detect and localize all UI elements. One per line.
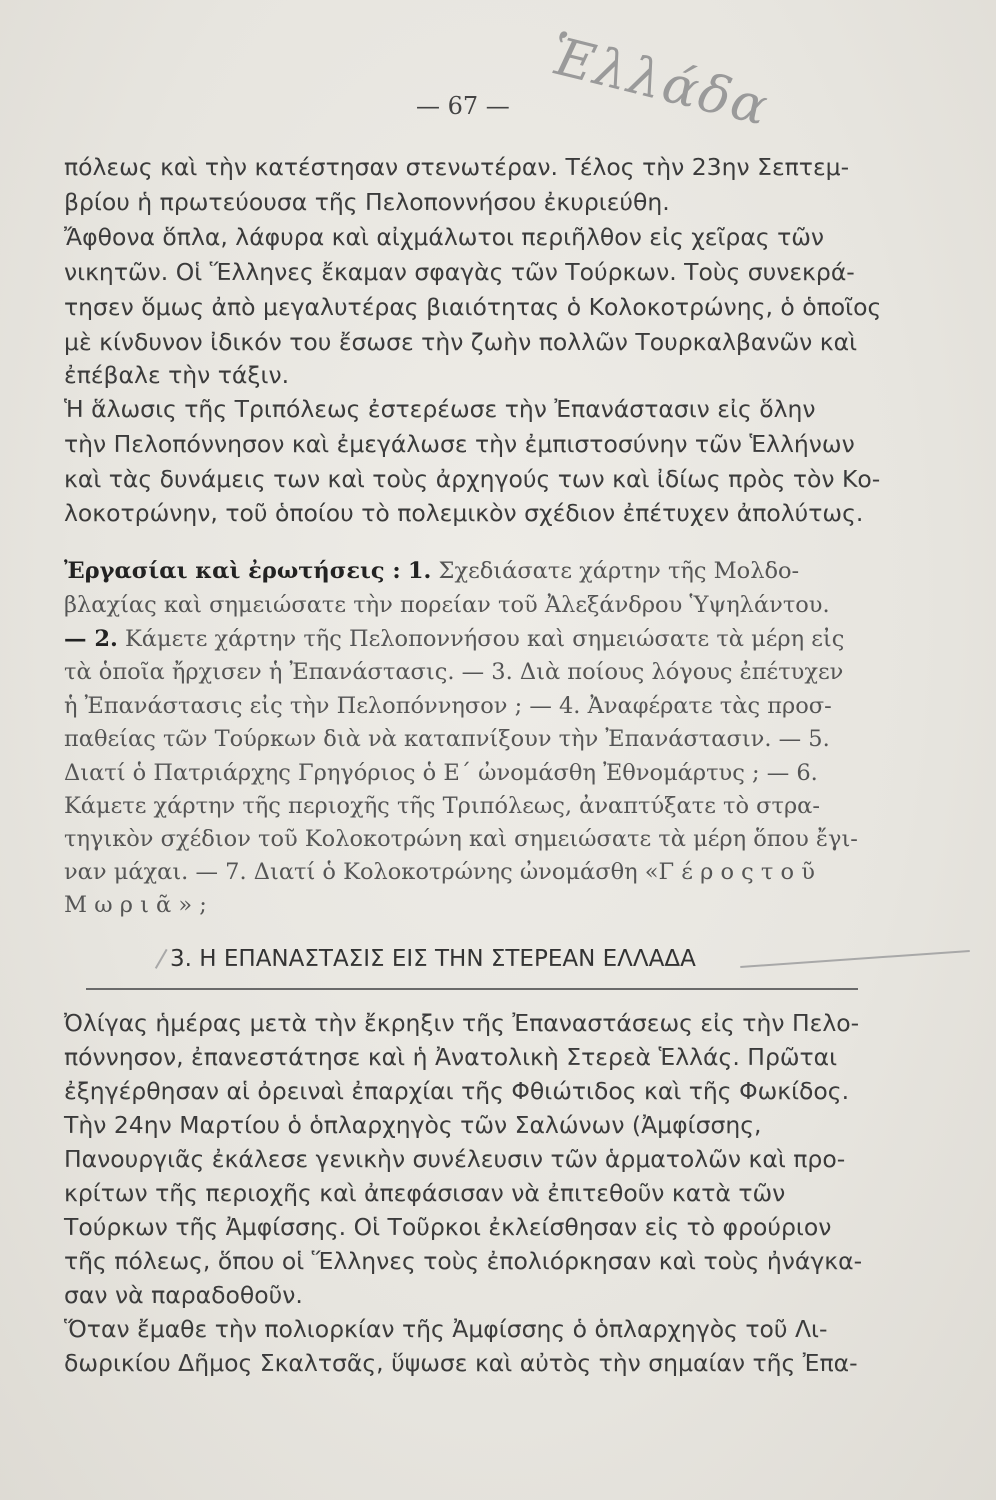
text-line: τὴν Πελοπόννησον καὶ ἐμεγάλωσε τὴν ἐμπιστοσύνην τῶν Ἑλλήνων	[64, 430, 855, 458]
text-line: πόλεως καὶ τὴν κατέστησαν στενωτέραν. Τέλος τὴν 23ην Σεπτεμ-	[64, 153, 850, 181]
section-heading: 3. Η ΕΠΑΝΑΣΤΑΣΙΣ ΕΙΣ ΤΗΝ ΣΤΕΡΕΑΝ ΕΛΛΑΔΑ	[170, 946, 696, 972]
text-line: κρίτων τῆς περιοχῆς καὶ ἀπεφάσισαν νὰ ἐπιτεθοῦν κατὰ τῶν	[64, 1179, 786, 1207]
text-line: πόννησον, ἐπανεστάτησε καὶ ἡ Ἀνατολικὴ Στερεὰ Ἑλλάς. Πρῶται	[64, 1043, 838, 1071]
text-line: Τὴν 24ην Μαρτίου ὁ ὁπλαρχηγὸς τῶν Σαλώνων (Ἀμφίσσης,	[64, 1111, 762, 1139]
exercise-text: Σχεδιάσατε χάρτην τῆς Μολδο-	[431, 558, 800, 584]
exercise-line	[64, 622, 864, 656]
exercise-line: Κάμετε χάρτην τῆς περιοχῆς τῆς Τριπόλεως, ἀναπτύξατε τὸ στρα-	[64, 793, 820, 819]
text-line: τῆς πόλεως, ὅπου οἱ Ἕλληνες τοὺς ἐπολιόρκησαν καὶ τοὺς ἠνάγκα-	[64, 1247, 863, 1275]
text-line: Ὀλίγας ἡμέρας μετὰ τὴν ἔκρηξιν τῆς Ἐπαναστάσεως εἰς τὴν Πελο-	[64, 1009, 860, 1037]
text-line: λοκοτρώνην, τοῦ ὁποίου τὸ πολεμικὸν σχέδιον ἐπέτυχεν ἀπολύτως.	[64, 499, 864, 527]
text-line: Τούρκων τῆς Ἀμφίσσης. Οἱ Τοῦρκοι ἐκλείσθησαν εἰς τὸ φρούριον	[64, 1213, 832, 1241]
text-line: μὲ κίνδυνον ἰδικόν του ἔσωσε τὴν ζωὴν πολλῶν Τουρκαλβανῶν καὶ	[64, 328, 858, 356]
exercise-text: Κάμετε χάρτην τῆς Πελοποννήσου καὶ σημειώσατε τὰ μέρη εἰς	[117, 626, 845, 652]
pencil-mark	[155, 949, 167, 969]
text-line: καὶ τὰς δυνάμεις των καὶ τοὺς ἀρχηγούς των καὶ ἰδίως πρὸς τὸν Κο-	[64, 465, 881, 493]
text-line: ἐπέβαλε τὴν τάξιν.	[64, 361, 290, 389]
exercise-line: ναν μάχαι. — 7. Διατί ὁ Κολοκοτρώνης ὠνομάσθη «Γ έ ρ ο ς τ ο ῦ	[64, 859, 815, 885]
exercise-line: Μ ω ρ ι ᾶ » ;	[64, 892, 207, 918]
text-line: σαν νὰ παραδοθοῦν.	[64, 1281, 303, 1309]
text-line: τησεν ὅμως ἀπὸ μεγαλυτέρας βιαιότητας ὁ Κολοκοτρώνης, ὁ ὁποῖος	[64, 293, 882, 321]
pencil-mark	[740, 950, 970, 968]
text-line: νικητῶν. Οἱ Ἕλληνες ἔκαμαν σφαγὰς τῶν Τούρκων. Τοὺς συνεκρά-	[64, 258, 855, 286]
exercise-line: ἡ Ἐπανάστασις εἰς τὴν Πελοπόννησον ; — 4. Ἀναφέρατε τὰς προσ-	[64, 693, 832, 719]
exercise-line	[64, 554, 864, 588]
text-line: δωρικίου Δῆμος Σκαλτσᾶς, ὕψωσε καὶ αὐτὸς τὴν σημαίαν τῆς Ἐπα-	[64, 1349, 858, 1377]
exercise-line: τηγικὸν σχέδιον τοῦ Κολοκοτρώνη καὶ σημειώσατε τὰ μέρη ὅπου ἔγι-	[64, 826, 858, 852]
text-line: Ἡ ἅλωσις τῆς Τριπόλεως ἐστερέωσε τὴν Ἐπανάστασιν εἰς ὅλην	[64, 395, 816, 423]
exercise-number: 1.	[407, 558, 432, 584]
handwritten-note: Ἑλλάδα	[544, 25, 776, 139]
exercise-line: Διατί ὁ Πατριάρχης Γρηγόριος ὁ Ε΄ ὠνομάσθη Ἐθνομάρτυς ; — 6.	[64, 760, 818, 786]
exercise-line: τὰ ὁποῖα ἤρχισεν ἡ Ἐπανάστασις. — 3. Διὰ ποίους λόγους ἐπέτυχεν	[64, 659, 844, 685]
text-line: Ἄφθονα ὅπλα, λάφυρα καὶ αἰχμάλωτοι περιῆλθον εἰς χεῖρας τῶν	[64, 223, 825, 251]
exercise-number: — 2.	[64, 626, 118, 652]
page-number: — 67 —	[416, 92, 510, 120]
text-line: Ὅταν ἔμαθε τὴν πολιορκίαν τῆς Ἀμφίσσης ὁ ὁπλαρχηγὸς τοῦ Λι-	[64, 1315, 828, 1343]
text-line: βρίου ἡ πρωτεύουσα τῆς Πελοποννήσου ἐκυριεύθη.	[64, 188, 670, 216]
exercises-title: Ἐργασίαι καὶ ἐρωτήσεις :	[64, 558, 401, 584]
exercise-line: παθείας τῶν Τούρκων διὰ νὰ καταπνίξουν τὴν Ἐπανάστασιν. — 5.	[64, 726, 830, 752]
heading-underline	[86, 988, 858, 990]
text-line: ἐξηγέρθησαν αἱ ὀρειναὶ ἐπαρχίαι τῆς Φθιώτιδος καὶ τῆς Φωκίδος.	[64, 1077, 850, 1105]
text-line: Πανουργιᾶς ἐκάλεσε γενικὴν συνέλευσιν τῶν ἁρματολῶν καὶ προ-	[64, 1145, 846, 1173]
exercise-line: βλαχίας καὶ σημειώσατε τὴν πορείαν τοῦ Ἀλεξάνδρου Ὑψηλάντου.	[64, 592, 830, 618]
